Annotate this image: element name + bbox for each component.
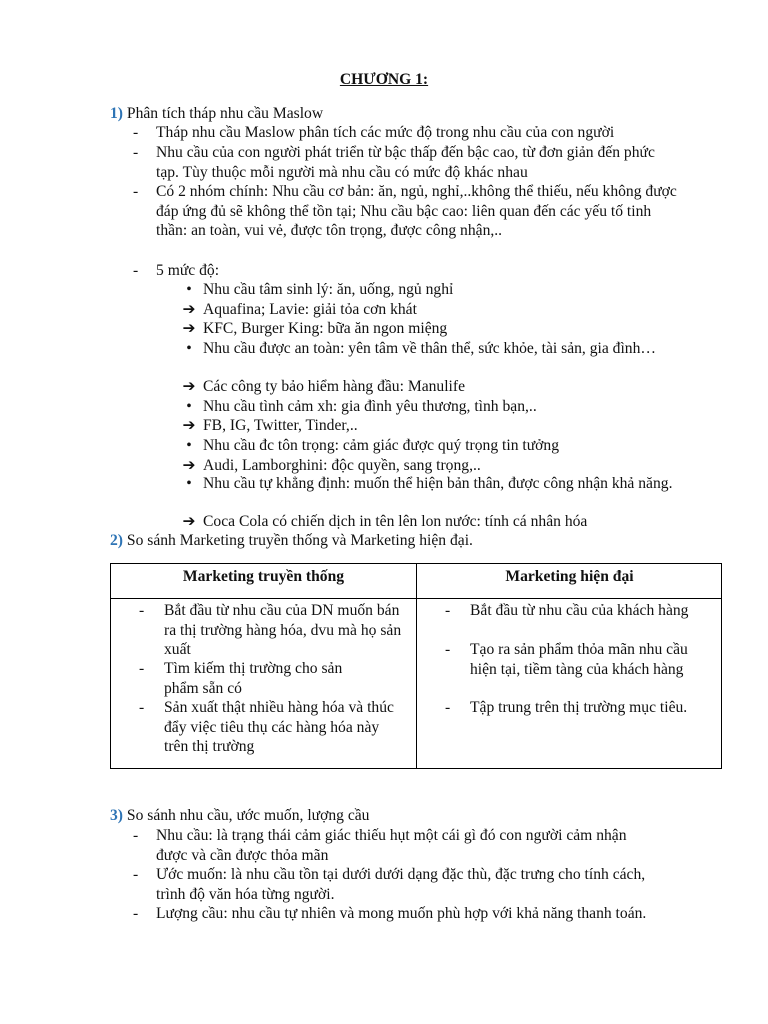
list-item-text: Nhu cầu của con người phát triển từ bậc thấp đến bậc cao, từ đơn giản đến phức tạp. Tùy thuộc mỗi người mà nhu cầu có mức độ khác nhau xyxy=(156,144,655,181)
bullet-icon: • xyxy=(186,340,192,357)
table-cell-text: Bắt đầu từ nhu cầu của DN muốn bán ra thị trường hàng hóa, dvu mà họ sản xuất xyxy=(164,602,402,659)
level-item-text: KFC, Burger King: bữa ăn ngon miệng xyxy=(203,320,448,337)
dash-marker: - xyxy=(139,602,145,619)
list-item-text: Có 2 nhóm chính: Nhu cầu cơ bản: ăn, ngủ, nghỉ,..không thể thiếu, nếu không được đáp ứng đủ sẽ không thể tồn tại; Nhu cầu bậc cao: liên quan đến các yếu tố tinh thần: an toàn, vui vẻ, được tôn trọng, được công nhận,.. xyxy=(156,183,677,240)
level-item-text: Nhu cầu được an toàn: yên tâm về thân thể, sức khỏe, tài sản, gia đình… xyxy=(203,340,656,357)
level-item xyxy=(180,456,680,476)
bullet-icon: • xyxy=(186,437,192,454)
table-cell-item xyxy=(139,659,379,698)
list-item-text: Lượng cầu: nhu cầu tự nhiên và mong muốn phù hợp với khả năng thanh toán. xyxy=(156,905,647,922)
arrow-right-icon: ➔ xyxy=(182,378,196,395)
table-cell-text: Tạo ra sản phẩm thỏa mãn nhu cầu hiện tại, tiềm tàng của khách hàng xyxy=(470,641,688,678)
dash-marker: - xyxy=(133,144,139,161)
table-header-traditional: Marketing truyền thống xyxy=(182,568,345,585)
section-3-title: So sánh nhu cầu, ước muốn, lượng cầu xyxy=(126,807,370,824)
level-item-text: FB, IG, Twitter, Tinder,.. xyxy=(203,417,358,434)
level-item xyxy=(180,300,680,320)
arrow-right-icon: ➔ xyxy=(182,417,196,434)
dash-marker: - xyxy=(139,660,145,677)
dash-marker: - xyxy=(133,183,139,200)
bullet-icon: • xyxy=(186,281,192,298)
section-1-title: Phân tích tháp nhu cầu Maslow xyxy=(126,105,324,122)
list-item xyxy=(133,261,693,281)
level-item xyxy=(180,474,680,494)
chapter-title: CHƯƠNG 1: xyxy=(339,71,429,88)
level-item-text: Nhu cầu tự khẳng định: muốn thể hiện bản thân, được công nhận khả năng. xyxy=(203,475,673,492)
table-cell-item xyxy=(445,698,705,718)
level-item-text: Các công ty bảo hiểm hàng đầu: Manulife xyxy=(203,378,465,395)
level-item-text: Audi, Lamborghini: độc quyền, sang trọng,.. xyxy=(203,457,481,474)
level-item xyxy=(180,416,680,436)
table-column-divider xyxy=(416,564,417,768)
level-item-text: Coca Cola có chiến dịch in tên lên lon nước: tính cá nhân hóa xyxy=(203,513,588,530)
level-item xyxy=(180,512,680,532)
table-header-modern: Marketing hiện đại xyxy=(505,568,634,585)
bullet-icon: • xyxy=(186,475,192,492)
list-item-text: Tháp nhu cầu Maslow phân tích các mức độ trong nhu cầu của con người xyxy=(156,124,615,141)
dash-marker: - xyxy=(133,866,139,883)
arrow-right-icon: ➔ xyxy=(182,513,196,530)
dash-marker: - xyxy=(445,641,451,658)
level-item-text: Nhu cầu đc tôn trọng: cảm giác được quý trọng tin tưởng xyxy=(203,437,560,454)
list-item-text: Nhu cầu: là trạng thái cảm giác thiếu hụt một cái gì đó con người cảm nhận được và cần được thỏa mãn xyxy=(156,827,627,864)
list-item xyxy=(133,865,658,904)
dash-marker: - xyxy=(133,905,139,922)
table-cell-text: Bắt đầu từ nhu cầu của khách hàng xyxy=(470,602,689,619)
dash-marker: - xyxy=(139,699,145,716)
level-item xyxy=(180,319,680,339)
table-cell-item xyxy=(445,640,715,679)
table-cell-text: Tập trung trên thị trường mục tiêu. xyxy=(470,699,688,716)
section-3-number: 3) xyxy=(110,807,123,824)
level-item-text: Nhu cầu tâm sinh lý: ăn, uống, ngủ nghỉ xyxy=(203,281,454,298)
table-cell-item xyxy=(445,601,705,621)
bullet-icon: • xyxy=(186,398,192,415)
level-item-text: Nhu cầu tình cảm xh: gia đình yêu thương, tình bạn,.. xyxy=(203,398,537,415)
section-1-number: 1) xyxy=(110,105,123,122)
dash-marker: - xyxy=(133,124,139,141)
level-item-text: Aquafina; Lavie: giải tỏa cơn khát xyxy=(203,301,417,318)
dash-marker: - xyxy=(445,602,451,619)
table-header-divider xyxy=(111,598,721,599)
list-item xyxy=(133,826,633,865)
dash-marker: - xyxy=(133,262,139,279)
comparison-table xyxy=(110,563,722,769)
level-item xyxy=(180,436,680,456)
arrow-right-icon: ➔ xyxy=(182,320,196,337)
list-item xyxy=(133,182,683,241)
section-2-title: So sánh Marketing truyền thống và Marketing hiện đại. xyxy=(126,532,473,549)
dash-marker: - xyxy=(445,699,451,716)
table-cell-text: Sản xuất thật nhiều hàng hóa và thúc đẩy việc tiêu thụ các hàng hóa này trên thị trường xyxy=(164,699,394,756)
arrow-right-icon: ➔ xyxy=(182,301,196,318)
table-cell-item xyxy=(139,698,407,757)
table-cell-text: Tìm kiếm thị trường cho sản phẩm sẵn có xyxy=(164,660,343,697)
list-item xyxy=(133,123,693,143)
level-item xyxy=(180,280,680,300)
list-item xyxy=(133,904,653,924)
section-3-heading xyxy=(110,806,369,826)
arrow-right-icon: ➔ xyxy=(182,457,196,474)
section-1-heading xyxy=(110,104,323,124)
list-item-text: Ước muốn: là nhu cầu tồn tại dưới dưới dạng đặc thù, đặc trưng cho tính cách, trình độ văn hóa từng người. xyxy=(156,866,646,903)
section-2-heading xyxy=(110,531,473,551)
dash-marker: - xyxy=(133,827,139,844)
list-item xyxy=(133,143,673,182)
level-item xyxy=(180,397,680,417)
level-item xyxy=(180,377,680,397)
list-item-text: 5 mức độ: xyxy=(156,262,220,279)
section-2-number: 2) xyxy=(110,532,123,549)
table-cell-item xyxy=(139,601,414,660)
level-item xyxy=(180,339,680,359)
